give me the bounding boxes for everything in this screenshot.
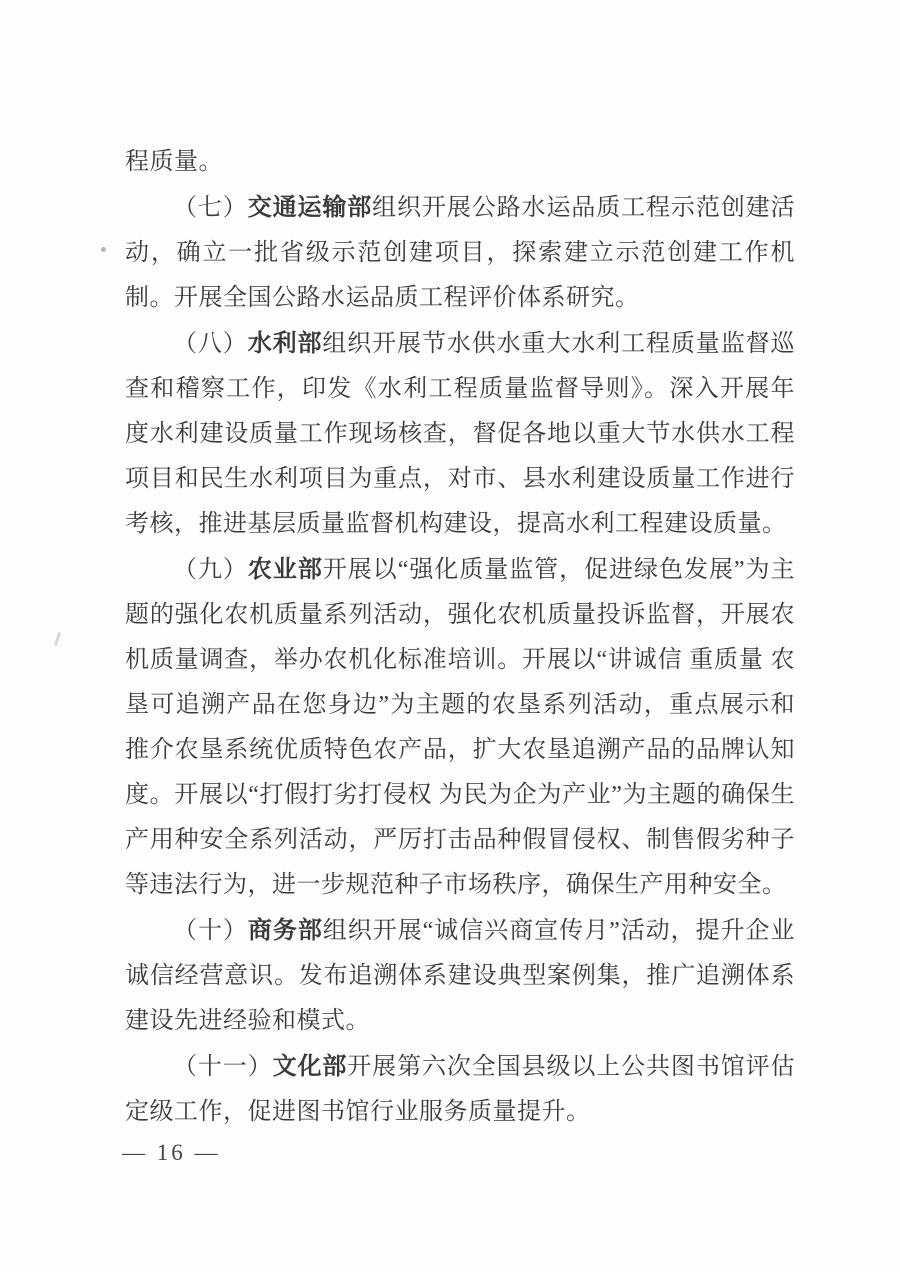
paragraph-text: 开展以“强化质量监管，促进绿色发展”为主题的强化农机质量系列活动，强化农机质量投诉监督，开展农机质量调查，举办农机化标准培训。开展以“讲诚信 重质量 农垦可追溯产品在您身边”为主题的农垦系列活动，重点展示和推介农垦系统优质特色农产品，扩大农垦追溯产品的品牌认知度。开展以“打假打劣打侵权 为民为企为产业”为主题的确保生产用种安全系列活动，严厉打击品种假冒侵权、制售假劣种子等违法行为，进一步规范种子市场秩序，确保生产用种安全。 bbox=[125, 557, 795, 898]
paragraph-text: 程质量。 bbox=[125, 149, 223, 175]
ministry-name: 文化部 bbox=[272, 1053, 348, 1080]
paragraph-text: 组织开展公路水运品质工程示范创建活动，确立一批省级示范创建项目，探索建立示范创建工作机制。开展全国公路水运品质工程评价体系研究。 bbox=[125, 195, 796, 311]
scan-artifact-dot bbox=[101, 247, 106, 252]
document-body bbox=[125, 140, 795, 1135]
paragraph-section-7 bbox=[125, 185, 795, 321]
page-number: — 16 — bbox=[122, 1140, 221, 1165]
section-number: （七） bbox=[173, 195, 248, 221]
section-number: （九） bbox=[173, 557, 248, 583]
ministry-name: 水利部 bbox=[247, 330, 323, 357]
paragraph-section-9 bbox=[125, 547, 795, 908]
ministry-name: 商务部 bbox=[247, 917, 323, 944]
section-number: （十一） bbox=[173, 1054, 273, 1080]
ministry-name: 农业部 bbox=[247, 556, 323, 583]
paragraph-text: 开展第六次全国县级以上公共图书馆评估定级工作，促进图书馆行业服务质量提升。 bbox=[125, 1054, 796, 1125]
paragraph-text: 组织开展节水供水重大水利工程质量监督巡查和稽察工作，印发《水利工程质量监督导则》。深入开展年度水利建设质量工作现场核查，督促各地以重大节水供水工程项目和民生水利项目为重点，对市、县水利建设质量工作进行考核，推进基层质量监督机构建设，提高水利工程建设质量。 bbox=[125, 331, 795, 537]
paragraph-section-11 bbox=[125, 1044, 795, 1135]
paragraph-continuation bbox=[125, 140, 795, 185]
paragraph-section-8 bbox=[125, 321, 795, 547]
scan-artifact-mark bbox=[54, 632, 61, 646]
section-number: （八） bbox=[173, 331, 248, 357]
section-number: （十） bbox=[173, 918, 248, 944]
paragraph-text: 组织开展“诚信兴商宣传月”活动，提升企业诚信经营意识。发布追溯体系建设典型案例集，推广追溯体系建设先进经验和模式。 bbox=[125, 918, 795, 1034]
ministry-name: 交通运输部 bbox=[247, 194, 373, 221]
paragraph-section-10 bbox=[125, 908, 795, 1044]
